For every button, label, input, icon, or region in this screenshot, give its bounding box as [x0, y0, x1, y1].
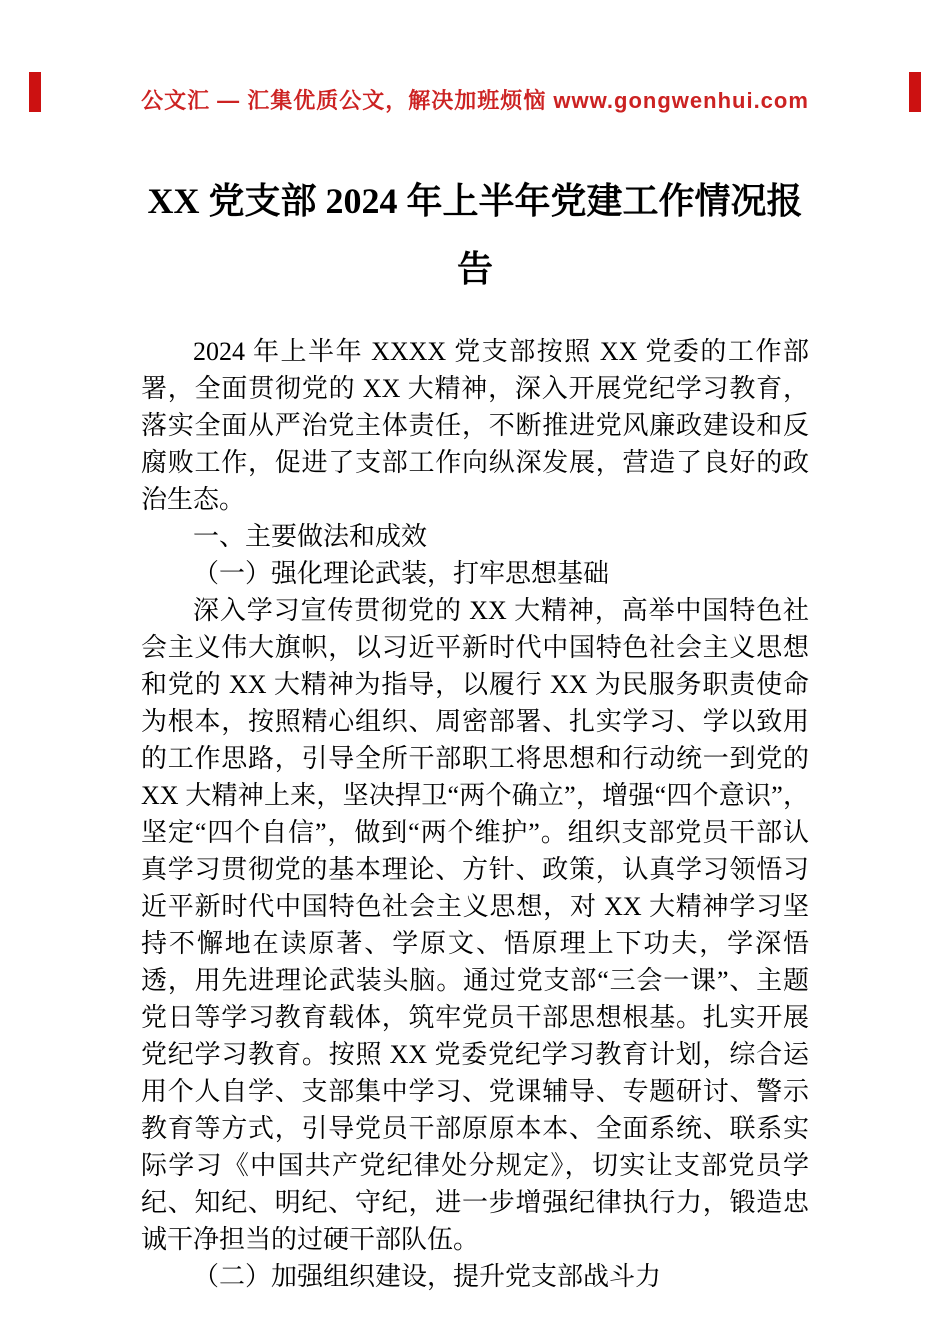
- site-watermark-text: 公文汇 — 汇集优质公文，解决加班烦恼 www.gongwenhui.com: [141, 88, 809, 113]
- section-heading: 一、主要做法和成效: [193, 522, 428, 551]
- document-body: [141, 333, 809, 1295]
- left-margin-mark: [29, 72, 41, 112]
- body-paragraph: 深入学习宣传贯彻党的 XX 大精神，高举中国特色社会主义伟大旗帜，以习近平新时代中国特色社会主义思想和党的 XX 大精神为指导，以履行 XX 为民服务职责使命为根本，按照精心组织、周密部署、扎实学习、学以致用的工作思路，引导全所干部职工将思想和行动统一到党的 XX 大精神上来，坚决捍卫“两个确立”，增强“四个意识”，坚定“四个自信”，做到“两个维护”。组织支部党员干部认真学习贯彻党的基本理论、方针、政策，认真学习领悟习近平新时代中国特色社会主义思想，对 XX 大精神学习坚持不懈地在读原著、学原文、悟原理上下功夫，学深悟透，用先进理论武装头脑。通过党支部“三会一课”、主题党日等学习教育载体，筑牢党员干部思想根基。扎实开展党纪学习教育。按照 XX 党委党纪学习教育计划，综合运用个人自学、支部集中学习、党课辅导、专题研讨、警示教育等方式，引导党员干部原原本本、全面系统、联系实际学习《中国共产党纪律处分规定》，切实让支部党员学纪、知纪、明纪、守纪，进一步增强纪律执行力，锻造忠诚干净担当的过硬干部队伍。: [141, 596, 809, 1254]
- section-heading: （一）强化理论武装，打牢思想基础: [193, 559, 610, 588]
- right-margin-mark: [909, 72, 921, 112]
- body-paragraph: 2024 年上半年 XXXX 党支部按照 XX 党委的工作部署，全面贯彻党的 XX 大精神，深入开展党纪学习教育，落实全面从严治党主体责任，不断推进党风廉政建设和反腐败工作，促进了支部工作向纵深发展，营造了良好的政治生态。: [141, 337, 809, 514]
- site-watermark-header: [0, 0, 950, 115]
- document-title: XX 党支部 2024 年上半年党建工作情况报告: [147, 181, 803, 289]
- section-heading: （二）加强组织建设，提升党支部战斗力: [193, 1262, 662, 1291]
